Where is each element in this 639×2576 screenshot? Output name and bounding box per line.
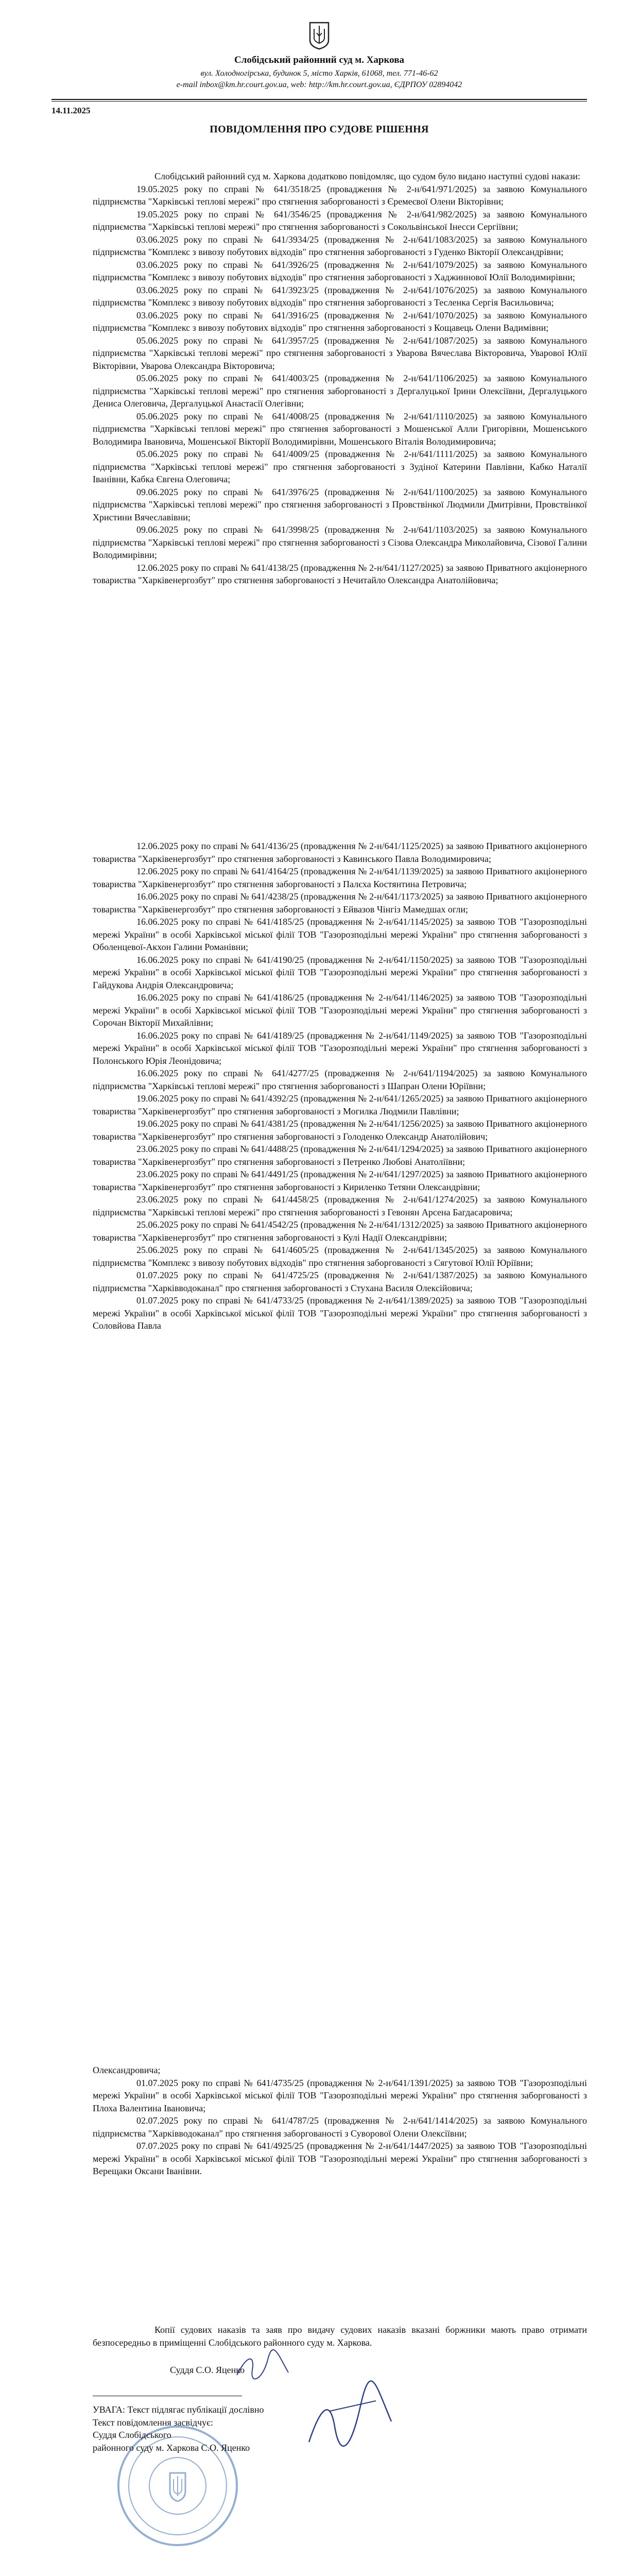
document-date: 14.11.2025 bbox=[51, 106, 91, 115]
note-line-4: районного суду м. Харкова С.О. Яценко bbox=[93, 2442, 250, 2453]
case-entry: 03.06.2025 року по справі № 641/3934/25 (провадження № 2-н/641/1083/2025) за заявою Комунального підприємства "Комплекс з вивозу побутових відходів" про стягнення заборгованості з Гуденко Вікторії Олександрівни; bbox=[93, 234, 587, 257]
case-list-1 bbox=[93, 183, 587, 587]
court-contacts: e-mail inbox@km.hr.court.gov.ua, web: http://km.hr.court.gov.ua, ЄДРПОУ 02894042 bbox=[176, 80, 462, 89]
case-list-2 bbox=[93, 840, 587, 1332]
case-entry: 01.07.2025 року по справі № 641/4725/25 (провадження № 2-н/641/1387/2025) за заявою Комунального підприємства "Харківводоканал" про стягнення заборгованості з Стухана Василя Олексійовича; bbox=[93, 1270, 587, 1293]
case-entry: 03.06.2025 року по справі № 641/3926/25 (провадження № 2-н/641/1079/2025) за заявою Комунального підприємства "Комплекс з вивозу побутових відходів" про стягнення заборгованості з Хаджиннової Юлії Володимирівни; bbox=[93, 259, 587, 282]
court-name: Слобідський районний суд м. Харкова bbox=[234, 55, 404, 65]
case-entry: 19.05.2025 року по справі № 641/3518/25 (провадження № 2-н/641/971/2025) за заявою Комунального підприємства "Харківські теплові мережі" про стягнення заборгованості з Єремеєвої Олени Вікторівни; bbox=[93, 183, 587, 207]
note-line-1: УВАГА: Текст підлягає публікації дослівно bbox=[93, 2404, 264, 2415]
case-entry: 19.06.2025 року по справі № 641/4392/25 (провадження № 2-н/641/1265/2025) за заявою Приватного акціонерного товариства "Харківенергозбут" про стягнення заборгованості з Могилка Людмили Павлівни; bbox=[93, 1093, 587, 1116]
note-line-3: Суддя Слобідського bbox=[93, 2430, 171, 2440]
case-entry: 09.06.2025 року по справі № 641/3998/25 (провадження № 2-н/641/1103/2025) за заявою Комунального підприємства "Харківські теплові мережі" про стягнення заборгованості з Сізова Олександра Миколайовича, Сізової Галини Володимирівни; bbox=[93, 524, 587, 560]
court-address: вул. Холодногірська, будинок 5, місто Харків, 61068, тел. 771-46-62 bbox=[200, 69, 438, 78]
case-entry: 12.06.2025 року по справі № 641/4138/25 (провадження № 2-н/641/1127/2025) за заявою Приватного акціонерного товариства "Харківенергозбут" про стягнення заборгованості з Нечитайло Олександра Анатолійовича; bbox=[93, 562, 587, 585]
judge-name: Суддя С.О. Яценко bbox=[170, 2365, 245, 2375]
notice-body-part-2 bbox=[93, 840, 587, 1332]
certification-note bbox=[93, 2403, 264, 2454]
case-entry: 07.07.2025 року по справі № 641/4925/25 (провадження № 2-н/641/1447/2025) за заявою ТОВ "Газорозподільні мережі України" в особі Харківської міської філії ТОВ "Газорозподільні мережі України" про стягнення заборгованості з Верещаки Оксани Іванівни. bbox=[93, 2141, 587, 2176]
intro-paragraph: Слобідський районний суд м. Харкова додатково повідомляє, що судом було видано наступні судові накази: bbox=[154, 171, 580, 181]
case-entry: 23.06.2025 року по справі № 641/4491/25 (провадження № 2-н/641/1297/2025) за заявою Приватного акціонерного товариства "Харківенергозбут" про стягнення заборгованості з Кириленко Тетяни Олександрівни; bbox=[93, 1169, 587, 1192]
header-divider bbox=[51, 99, 587, 100]
case-entry: 16.06.2025 року по справі № 641/4186/25 (провадження № 2-н/641/1146/2025) за заявою ТОВ "Газорозподільні мережі України" в особі Харківської міської філії ТОВ "Газорозподільні мережі України" про стягнення заборгованості з Сорочан Вікторії Михайлівни; bbox=[93, 992, 587, 1028]
case-entry: 16.06.2025 року по справі № 641/4185/25 (провадження № 2-н/641/1145/2025) за заявою ТОВ "Газорозподільні мережі України" в особі Харківської міської філії ТОВ "Газорозподільні мережі України" про стягнення заборгованості з Оболенцевої-Акхон Галини Романівни; bbox=[93, 917, 587, 952]
case-entry: 23.06.2025 року по справі № 641/4488/25 (провадження № 2-н/641/1294/2025) за заявою Приватного акціонерного товариства "Харківенергозбут" про стягнення заборгованості з Петренко Любові Анатоліївни; bbox=[93, 1144, 587, 1167]
case-entry: 25.06.2025 року по справі № 641/4605/25 (провадження № 2-н/641/1345/2025) за заявою Комунального підприємства "Комплекс з вивозу побутових відходів" про стягнення заборгованості з Сягутової Юлії Юріївни; bbox=[93, 1245, 587, 1268]
case-entry: 05.06.2025 року по справі № 641/4009/25 (провадження № 2-н/641/1111/2025) за заявою Комунального підприємства "Харківські теплові мережі" про стягнення заборгованості з Зудіної Катерини Павлівни, Кабко Наталії Іванівни, Кабка Євгена Олеговича; bbox=[93, 449, 587, 484]
case-list-3 bbox=[93, 2077, 587, 2178]
closing-paragraph: Копії судових наказів та заяв про видачу судових наказів вказані боржники мають право отримати безпосередньо в приміщенні Слобідського районного суду м. Харкова. bbox=[93, 2325, 587, 2348]
case-entry: 12.06.2025 року по справі № 641/4164/25 (провадження № 2-н/641/1139/2025) за заявою Приватного акціонерного товариства "Харківенергозбут" про стягнення заборгованості з Палєха Костянтина Петровича; bbox=[93, 866, 587, 889]
case-entry: 16.06.2025 року по справі № 641/4189/25 (провадження № 2-н/641/1149/2025) за заявою ТОВ "Газорозподільні мережі України" в особі Харківської міської філії ТОВ "Газорозподільні мережі України" про стягнення заборгованості з Полонського Юрія Леонідовича; bbox=[93, 1030, 587, 1066]
court-header bbox=[51, 21, 587, 90]
case-entry: 16.06.2025 року по справі № 641/4277/25 (провадження № 2-н/641/1194/2025) за заявою Комунального підприємства "Харківські теплові мережі" про стягнення заборгованості з Шапран Олени Юріївни; bbox=[93, 1068, 587, 1091]
case-entry: 16.06.2025 року по справі № 641/4238/25 (провадження № 2-н/641/1173/2025) за заявою Приватного акціонерного товариства "Харківенергозбут" про стягнення заборгованості з Ейвазов Чінгіз Мамедшах огли; bbox=[93, 891, 587, 914]
case-entry: 03.06.2025 року по справі № 641/3916/25 (провадження № 2-н/641/1070/2025) за заявою Комунального підприємства "Комплекс з вивозу побутових відходів" про стягнення заборгованості з Кощавець Олени Вадимівни; bbox=[93, 310, 587, 333]
case-entry: 03.06.2025 року по справі № 641/3923/25 (провадження № 2-н/641/1076/2025) за заявою Комунального підприємства "Комплекс з вивозу побутових відходів" про стягнення заборгованості з Тесленка Сергія Васильовича; bbox=[93, 284, 587, 308]
case-entry: 19.05.2025 року по справі № 641/3546/25 (провадження № 2-н/641/982/2025) за заявою Комунального підприємства "Харківські теплові мережі" про стягнення заборгованості з Сокольвінської Інесси Сергіївни; bbox=[93, 209, 587, 232]
document-title: ПОВІДОМЛЕННЯ ПРО СУДОВЕ РІШЕННЯ bbox=[210, 124, 429, 135]
notice-body-part-1 bbox=[93, 170, 587, 587]
case-entry: 01.07.2025 року по справі № 641/4735/25 (провадження № 2-н/641/1391/2025) за заявою ТОВ "Газорозподільні мережі України" в особі Харківської міської філії ТОВ "Газорозподільні мережі України" про стягнення заборгованості з Плоха Валентина Івановича; bbox=[93, 2077, 587, 2113]
case-entry: 05.06.2025 року по справі № 641/3957/25 (провадження № 2-н/641/1087/2025) за заявою Комунального підприємства "Харківські теплові мережі" про стягнення заборгованості з Уварова Вячеслава Вікторовича, Уварової Юлії Вікторівни, Уварова Олександра Вікторовича; bbox=[93, 335, 587, 371]
case-entry: 23.06.2025 року по справі № 641/4458/25 (провадження № 2-н/641/1274/2025) за заявою Комунального підприємства "Харківські теплові мережі" про стягнення заборгованості з Гевонян Арсена Багдасаровича; bbox=[93, 1194, 587, 1217]
certifying-signature-icon bbox=[299, 2380, 402, 2458]
case-entry: 05.06.2025 року по справі № 641/4008/25 (провадження № 2-н/641/1110/2025) за заявою Комунального підприємства "Харківські теплові мережі" про стягнення заборгованості з Мошенської Алли Григорівни, Мошенського Володимира Івановича, Мошенської Вікторії Володимирівни, Мошенського Віталія Володимировича; bbox=[93, 411, 587, 447]
case-entry: 05.06.2025 року по справі № 641/4003/25 (провадження № 2-н/641/1106/2025) за заявою Комунального підприємства "Харківські теплові мережі" про стягнення заборгованості з Дергалуцької Ірини Олексіївни, Дергалуцького Дениса Олеговича, Дергалуцької Анастасії Олегівни; bbox=[93, 373, 587, 409]
case-entry: 25.06.2025 року по справі № 641/4542/25 (провадження № 2-н/641/1312/2025) за заявою Приватного акціонерного товариства "Харківенергозбут" про стягнення заборгованості з Кулі Надії Олександрівни; bbox=[93, 1219, 587, 1243]
case-entry: 19.06.2025 року по справі № 641/4381/25 (провадження № 2-н/641/1256/2025) за заявою Приватного акціонерного товариства "Харківенергозбут" про стягнення заборгованості з Голоденко Олександр Анатолійович; bbox=[93, 1118, 587, 1142]
case-entry: 16.06.2025 року по справі № 641/4190/25 (провадження № 2-н/641/1150/2025) за заявою ТОВ "Газорозподільні мережі України" в особі Харківської міської філії ТОВ "Газорозподільні мережі України" про стягнення заборгованості з Гайдукова Андрія Олександровича; bbox=[93, 954, 587, 990]
case-entry: 12.06.2025 року по справі № 641/4136/25 (провадження № 2-н/641/1125/2025) за заявою Приватного акціонерного товариства "Харківенергозбут" про стягнення заборгованості з Кавинського Павла Володимировича; bbox=[93, 841, 587, 864]
coat-of-arms-icon bbox=[308, 21, 331, 50]
case-entry: 01.07.2025 року по справі № 641/4733/25 (провадження № 2-н/641/1389/2025) за заявою ТОВ "Газорозподільні мережі України" в особі Харківської міської філії ТОВ "Газорозподільні мережі України" про стягнення заборгованості з Соловйова Павла bbox=[93, 1295, 587, 1331]
notice-body-part-3 bbox=[93, 2064, 587, 2178]
case-entry: 09.06.2025 року по справі № 641/3976/25 (провадження № 2-н/641/1100/2025) за заявою Комунального підприємства "Харківські теплові мережі" про стягнення заборгованості з Провствінкої Людмили Дмитрівни, Провствінкої Христини Вячеславівни; bbox=[93, 486, 587, 522]
case-entry: 02.07.2025 року по справі № 641/4787/25 (провадження № 2-н/641/1414/2025) за заявою Комунального підприємства "Харківводоканал" про стягнення заборгованості з Суворової Олени Олексіївни; bbox=[93, 2115, 587, 2139]
note-line-2: Текст повідомлення засвідчує: bbox=[93, 2417, 213, 2428]
case-continuation: Олександровича; bbox=[93, 2065, 161, 2075]
